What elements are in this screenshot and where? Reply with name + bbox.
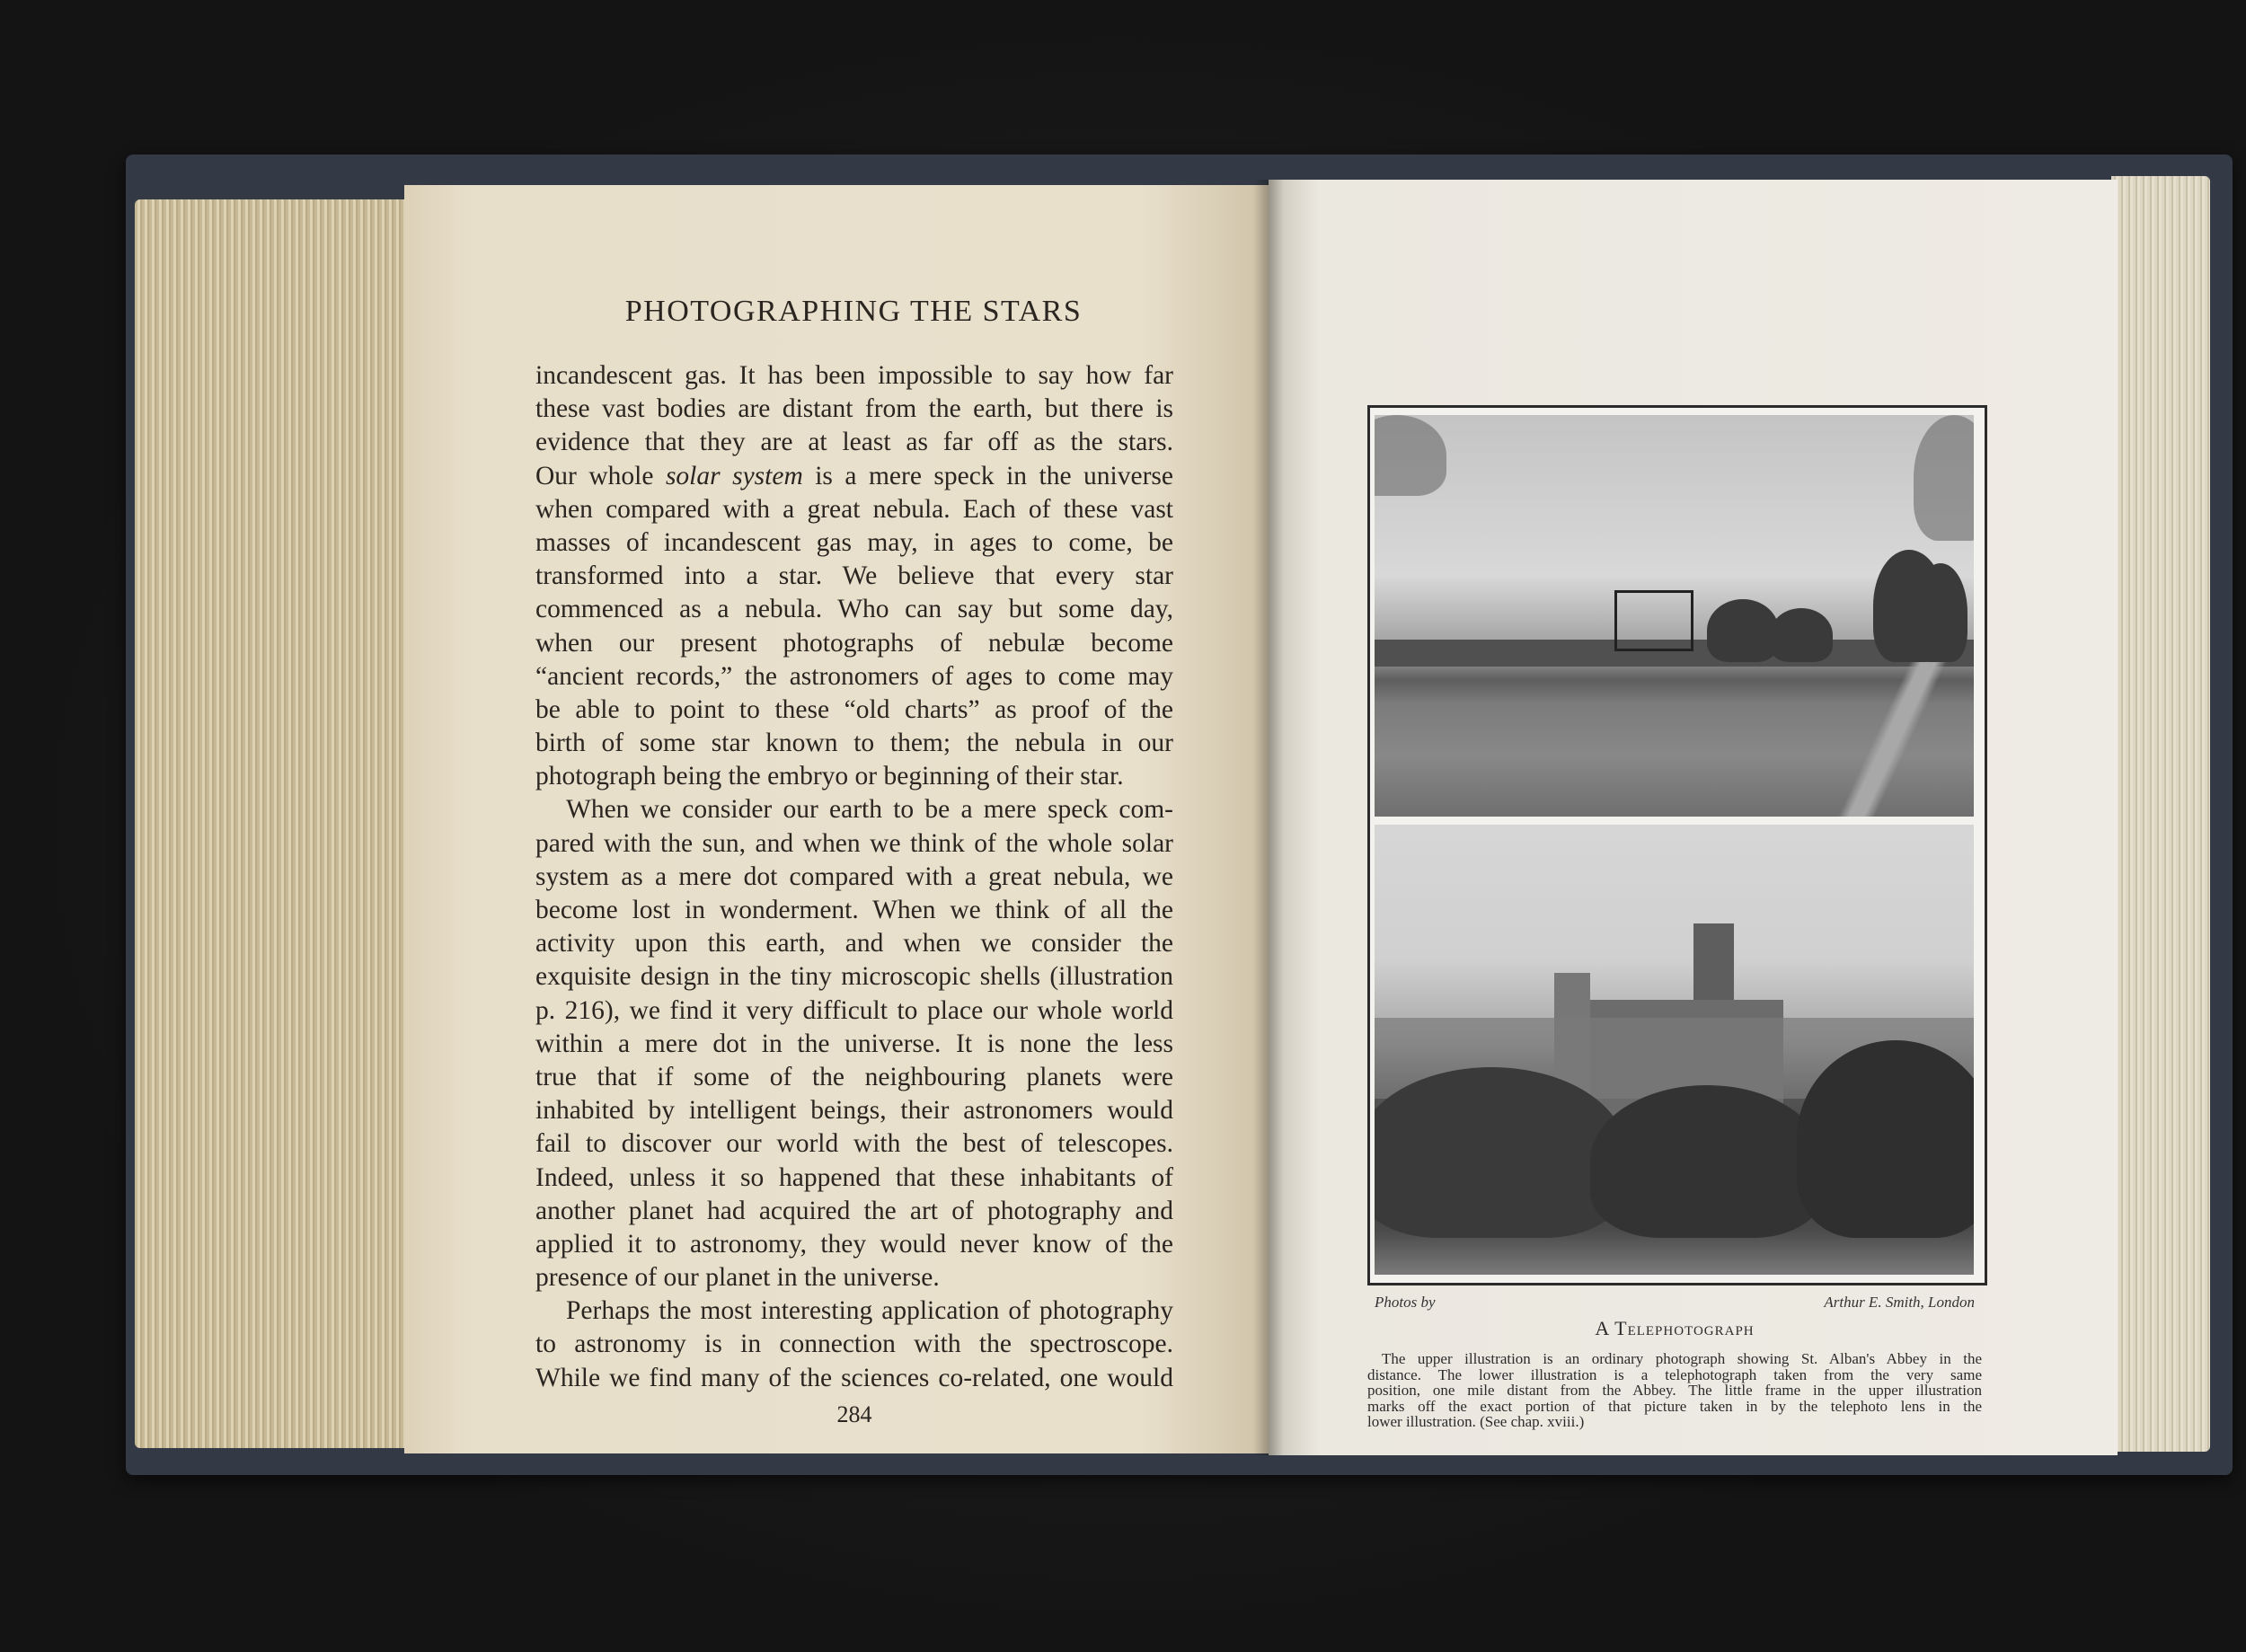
- text-line: When we consider our earth to be a mere speck com-: [566, 795, 1173, 825]
- tree-branches: [1914, 415, 1974, 541]
- left-page-edges: [135, 199, 409, 1448]
- text-line: Indeed, unless it so happened that these inhabitants of: [535, 1162, 1173, 1192]
- tree: [1590, 1085, 1824, 1238]
- text-line: presence of our planet in the universe.: [535, 1263, 940, 1293]
- text-line: Perhaps the most interesting application of photography: [566, 1296, 1173, 1326]
- text-line: these vast bodies are distant from the earth, but there is: [535, 394, 1173, 424]
- text-line: inhabited by intelligent beings, their astronomers would: [535, 1096, 1173, 1126]
- tree: [1914, 563, 1967, 662]
- tree: [1375, 1067, 1626, 1238]
- italic-term: solar system: [665, 461, 803, 490]
- tree: [1797, 1040, 1974, 1238]
- tree: [1707, 599, 1779, 662]
- text-line: true that if some of the neighbouring planets were: [535, 1062, 1173, 1091]
- text-line: to astronomy is in connection with the spectroscope.: [535, 1330, 1173, 1359]
- telephoto-frame-marker: [1614, 590, 1693, 651]
- text-line: be able to point to these “old charts” as proof of the: [535, 694, 1173, 724]
- caption-line: lower illustration. (See chap. xviii.): [1367, 1413, 1585, 1430]
- text-line: evidence that they are at least as far off as the stars.: [535, 428, 1173, 457]
- text-line: birth of some star known to them; the nebula in our: [535, 729, 1173, 758]
- text-line: when our present photographs of nebulæ become: [535, 628, 1173, 658]
- text-line: exquisite design in the tiny microscopic shells (illustration: [535, 962, 1173, 992]
- text-line: masses of incandescent gas may, in ages to come, be: [535, 527, 1173, 557]
- photo-credit-label: Photos by: [1375, 1294, 1436, 1311]
- caption-line: distance. The lower illustration is a telephotograph taken from the very same: [1367, 1365, 1982, 1383]
- text-line: commenced as a nebula. Who can say but some day,: [535, 595, 1173, 624]
- text-segment: Our whole: [535, 461, 666, 490]
- tree: [1770, 608, 1833, 662]
- text-line: [535, 460, 1173, 493]
- photo-credit-name: Arthur E. Smith, London: [1824, 1294, 1975, 1311]
- text-line: activity upon this earth, and when we consider the: [535, 929, 1173, 959]
- body-text: [535, 359, 1173, 1395]
- plate-title: A Telephotograph: [1595, 1317, 1755, 1339]
- text-line: system as a mere dot compared with a great nebula, we: [535, 861, 1173, 891]
- text-line: transformed into a star. We believe that every star: [535, 561, 1173, 591]
- lower-photograph: [1375, 825, 1974, 1275]
- text-line: fail to discover our world with the best of telescopes.: [535, 1129, 1173, 1159]
- tree-branches: [1375, 415, 1446, 496]
- text-line: While we find many of the sciences co-related, one would: [535, 1363, 1173, 1392]
- text-line: pared with the sun, and when we think of the whole solar: [535, 828, 1173, 858]
- footpath: [1824, 662, 1967, 817]
- text-line: within a mere dot in the universe. It is none the less: [535, 1029, 1173, 1058]
- text-line: applied it to astronomy, they would never know of the: [535, 1229, 1173, 1259]
- text-line: photograph being the embryo or beginning of their star.: [535, 762, 1124, 791]
- text-line: incandescent gas. It has been impossible to say how far: [535, 361, 1173, 390]
- plate-caption: [1367, 1351, 1982, 1430]
- caption-line: The upper illustration is an ordinary photograph showing St. Alban's Abbey in the: [1382, 1350, 1982, 1367]
- right-page-edges: [2111, 176, 2210, 1452]
- text-segment: is a mere speck in the universe: [802, 461, 1173, 490]
- text-line: when compared with a great nebula. Each of these vast: [535, 494, 1173, 524]
- text-line: become lost in wonderment. When we think of all the: [535, 896, 1173, 924]
- running-head: PHOTOGRAPHING THE STARS: [624, 295, 1083, 328]
- text-line: another planet had acquired the art of photography and: [535, 1196, 1173, 1225]
- caption-line: position, one mile distant from the Abbey. The little frame in the upper illustration: [1367, 1382, 1982, 1399]
- book-gutter: [1253, 180, 1284, 1455]
- text-line: p. 216), we find it very difficult to place our whole world: [535, 995, 1173, 1025]
- page-number: 284: [836, 1401, 872, 1427]
- text-line: “ancient records,” the astronomers of ages to come may: [535, 661, 1173, 691]
- caption-line: marks off the exact portion of that picture taken in by the telephoto lens in the: [1367, 1397, 1982, 1415]
- upper-photograph: [1375, 415, 1974, 817]
